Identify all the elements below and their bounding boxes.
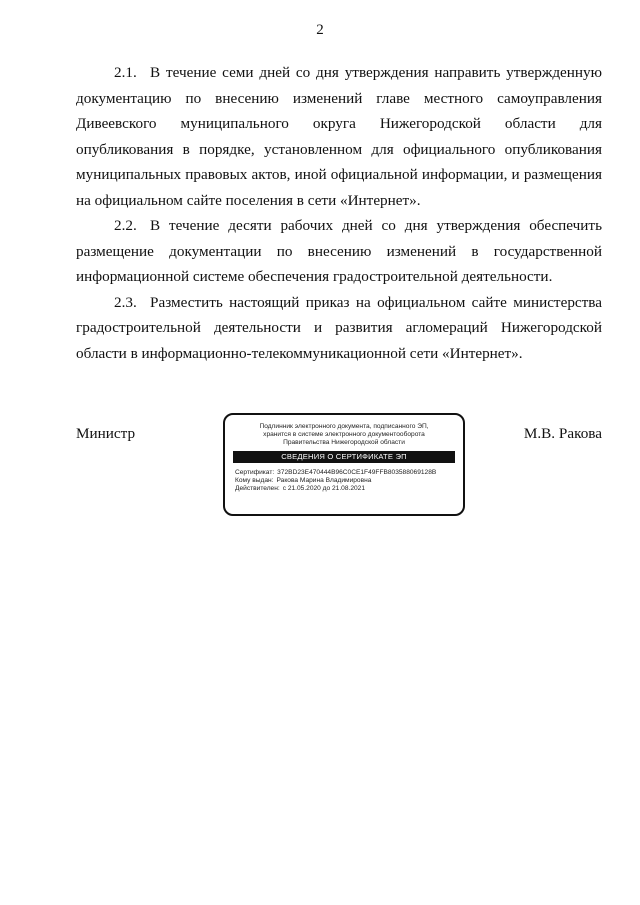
- stamp-certificate-row: [235, 469, 453, 477]
- stamp-certificate-value: 372BD23E470444B96C0CE1F49FFB803588069128B: [277, 469, 437, 476]
- electronic-signature-stamp: [223, 413, 465, 516]
- stamp-issued-to-label: Кому выдан:: [235, 477, 274, 485]
- stamp-details: [235, 469, 453, 494]
- stamp-valid-row: [235, 485, 453, 493]
- paragraph-number: 2.2.: [114, 217, 137, 234]
- paragraph-2-3: [76, 290, 602, 367]
- paragraph-text: В течение семи дней со дня утверждения направить утвержденную документацию по внесению изменений главе местного самоуправления Дивеевского муниципального округа Нижегородской области для опубликования в порядке, установленном для официального опубликования муниципальных правовых актов, иной официальной информации, и размещения на официальном сайте поселения в сети «Интернет».: [76, 64, 602, 209]
- paragraph-number: 2.1.: [114, 64, 137, 81]
- paragraph-2-2: [76, 213, 602, 290]
- paragraph-text: В течение десяти рабочих дней со дня утверждения обеспечить размещение документации по внесению изменений в государственной информационной системе обеспечения градостроительной деятельности.: [76, 217, 602, 285]
- stamp-header: СВЕДЕНИЯ О СЕРТИФИКАТЕ ЭП: [233, 451, 455, 463]
- stamp-issued-to-value: Ракова Марина Владимировна: [276, 477, 372, 485]
- signatory-name: М.В. Ракова: [523, 425, 602, 442]
- page-number: 2: [316, 22, 324, 38]
- paragraph-2-1: [76, 60, 602, 213]
- stamp-valid-value: с 21.05.2020 до 21.08.2021: [282, 485, 366, 493]
- signatory-position: Министр: [76, 425, 136, 442]
- stamp-caption: [233, 423, 455, 447]
- stamp-certificate-label: Сертификат:: [235, 469, 275, 476]
- stamp-caption-line: Подлинник электронного документа, подписанного ЭП,: [259, 423, 429, 430]
- paragraph-number: 2.3.: [114, 293, 137, 311]
- paragraph-text: Разместить настоящий приказ на официальном сайте министерства градостроительной деятельности и развития агломераций Нижегородской области в информационно-телекоммуникационной сети «Интернет».: [76, 293, 602, 362]
- stamp-caption-line: хранится в системе электронного документооборота: [263, 431, 425, 438]
- document-body: [76, 60, 602, 366]
- stamp-caption-line: Правительства Нижегородской области: [283, 439, 405, 446]
- stamp-valid-label: Действителен:: [235, 485, 280, 493]
